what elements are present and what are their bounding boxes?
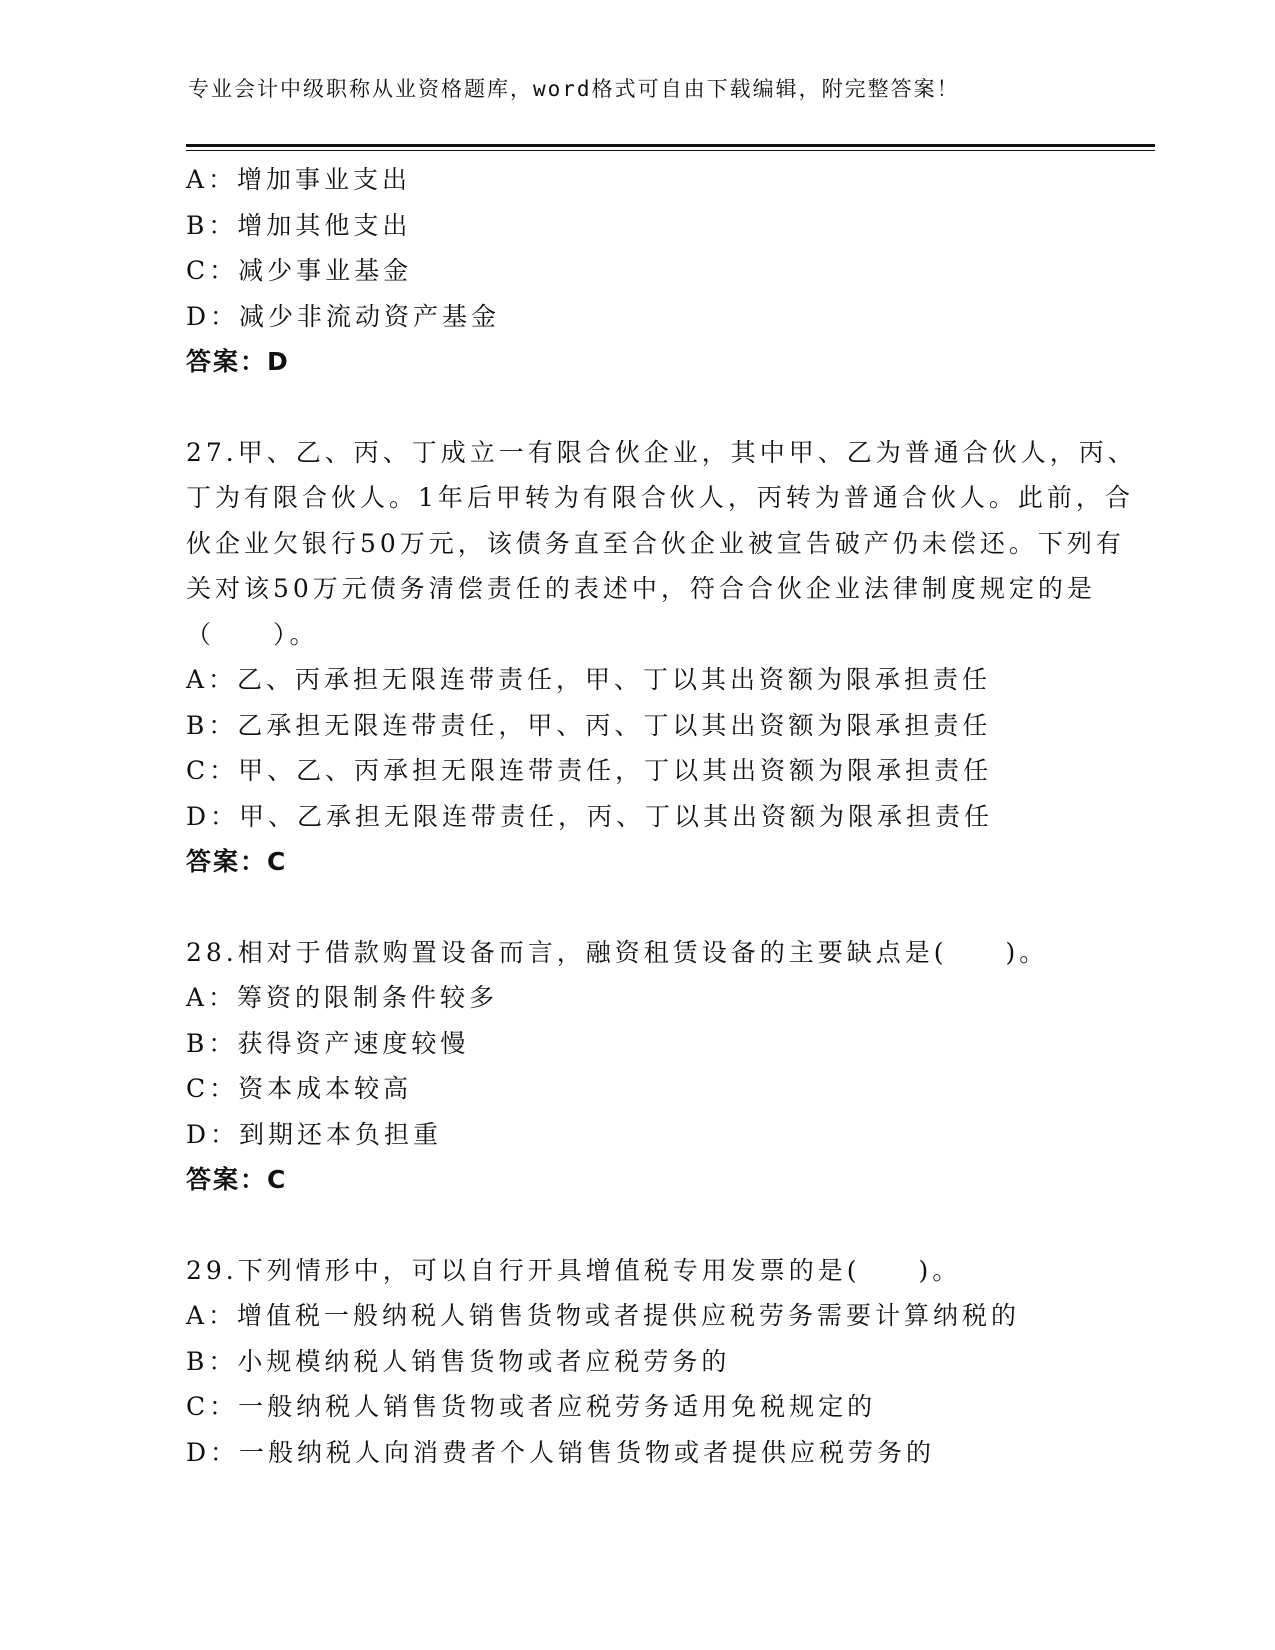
option-a: A：筹资的限制条件较多 xyxy=(186,983,499,1012)
option-b: B：增加其他支出 xyxy=(186,210,412,240)
option-c: C：一般纳税人销售货物或者应税劳务适用免税规定的 xyxy=(186,1392,877,1421)
option-c: C：减少事业基金 xyxy=(186,256,413,285)
question-block xyxy=(186,430,1146,885)
question-block xyxy=(186,930,1146,1203)
spacer xyxy=(186,1203,1146,1248)
spacer xyxy=(186,385,1146,430)
option-a: A：乙、丙承担无限连带责任，甲、丁以其出资额为限承担责任 xyxy=(186,665,992,694)
option-a: A：增加事业支出 xyxy=(186,165,412,194)
answer-line: 答案：D xyxy=(186,347,290,376)
question-content xyxy=(186,157,1146,1475)
option-c: C：资本成本较高 xyxy=(186,1074,413,1103)
header-divider-thick xyxy=(186,144,1155,147)
question-stem: 27.甲、乙、丙、丁成立一有限合伙企业，其中甲、乙为普通合伙人，丙、丁为有限合伙人。1年后甲转为有限合伙人，丙转为普通合伙人。此前，合伙企业欠银行50万元，该债务直至合伙企业被宣告破产仍未偿还。下列有关对该50万元债务清偿责任的表述中，符合合伙企业法律制度规定的是（ ）。 xyxy=(186,437,1137,649)
option-d: D：到期还本负担重 xyxy=(186,1119,443,1149)
spacer xyxy=(186,885,1146,930)
answer-line: 答案：C xyxy=(186,1165,288,1194)
question-stem: 28.相对于借款购置设备而言，融资租赁设备的主要缺点是( )。 xyxy=(186,937,1049,967)
option-c: C：甲、乙、丙承担无限连带责任，丁以其出资额为限承担责任 xyxy=(186,756,993,785)
header-divider-thin xyxy=(186,150,1155,151)
page-header: 专业会计中级职称从业资格题库，word格式可自由下载编辑，附完整答案！ xyxy=(188,77,960,101)
option-b: B：获得资产速度较慢 xyxy=(186,1028,470,1058)
option-b: B：乙承担无限连带责任，甲、丙、丁以其出资额为限承担责任 xyxy=(186,710,992,740)
answer-line: 答案：C xyxy=(186,847,288,876)
question-stem: 29.下列情形中，可以自行开具增值税专用发票的是( )。 xyxy=(186,1255,962,1285)
option-a: A：增值税一般纳税人销售货物或者提供应税劳务需要计算纳税的 xyxy=(186,1301,1021,1330)
question-block xyxy=(186,157,1146,385)
option-d: D：甲、乙承担无限连带责任，丙、丁以其出资额为限承担责任 xyxy=(186,801,994,831)
option-d: D：减少非流动资产基金 xyxy=(186,301,501,331)
option-b: B：小规模纳税人销售货物或者应税劳务的 xyxy=(186,1346,731,1376)
option-d: D：一般纳税人向消费者个人销售货物或者提供应税劳务的 xyxy=(186,1437,936,1467)
question-block xyxy=(186,1248,1146,1476)
